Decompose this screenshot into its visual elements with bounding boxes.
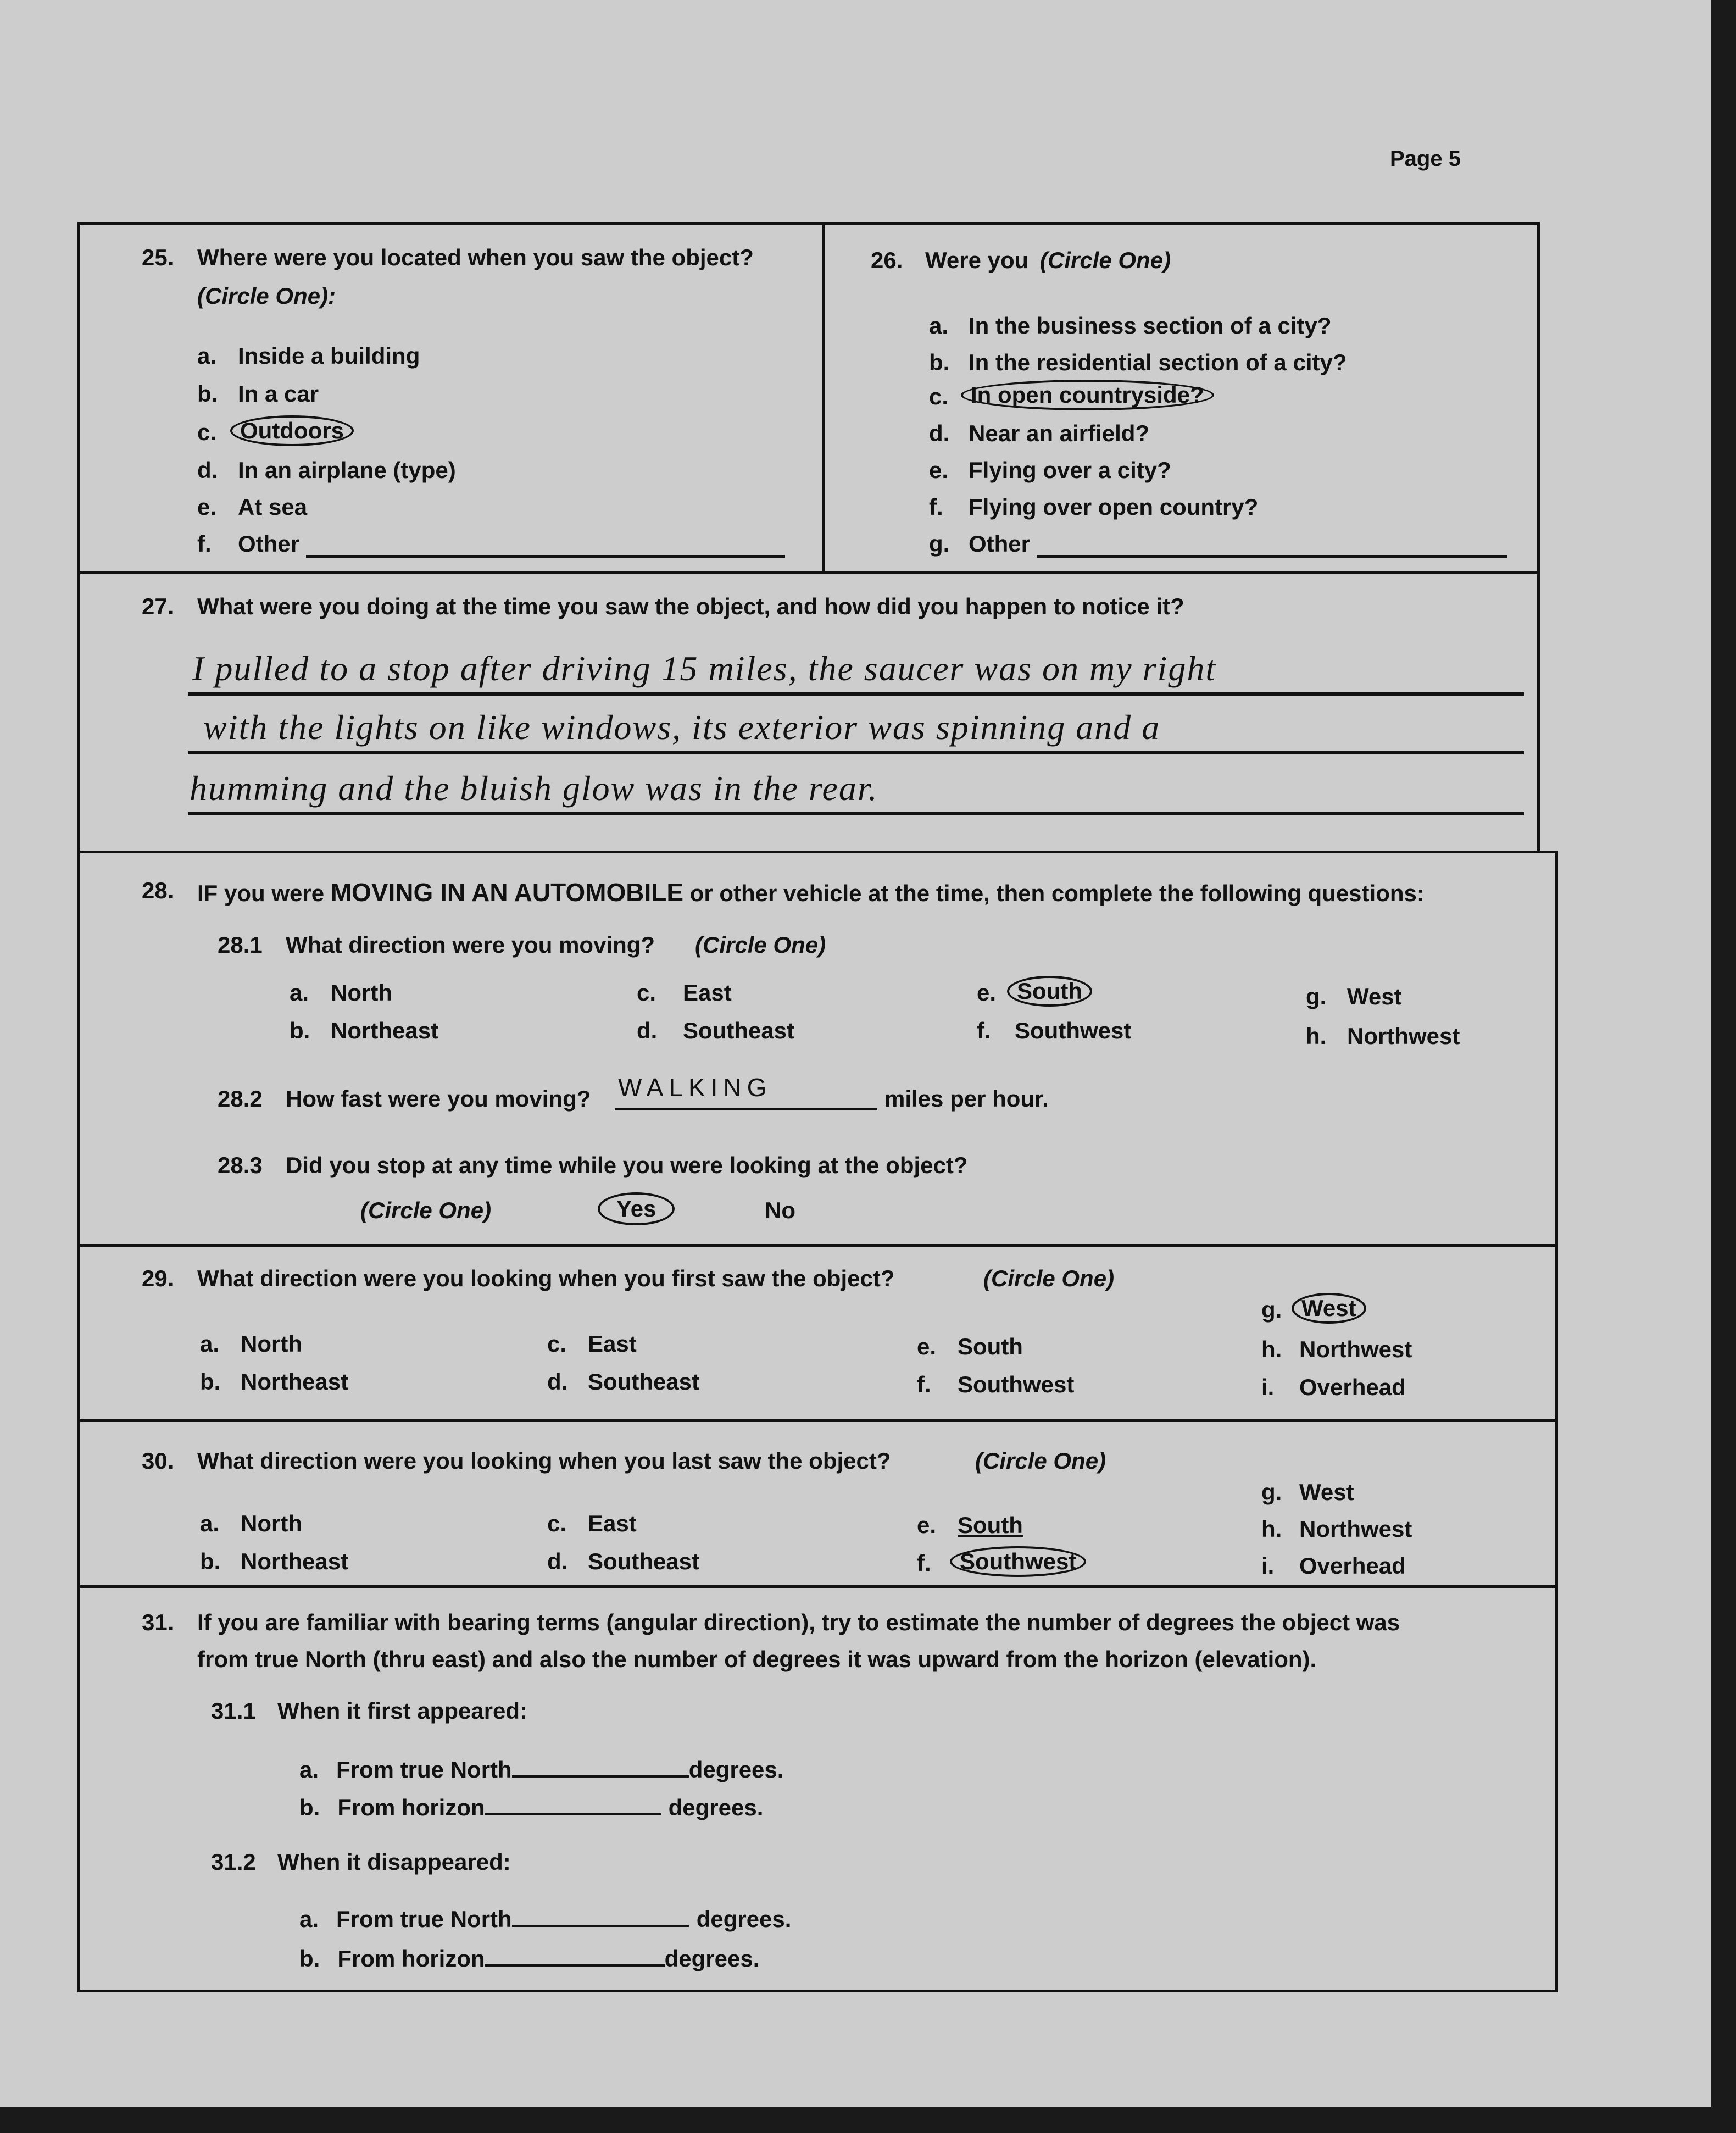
q312-from-north <box>299 1906 791 1932</box>
unit-label: degrees. <box>696 1906 792 1932</box>
option-letter: b. <box>290 1018 310 1043</box>
option-label: Northwest <box>1299 1336 1412 1362</box>
option-letter: c. <box>637 980 656 1006</box>
q282-answer[interactable]: WALKING <box>618 1073 772 1102</box>
q25-other-blank[interactable] <box>306 555 785 558</box>
option-letter: c. <box>197 419 217 445</box>
option-label: South <box>958 1512 1023 1538</box>
option-letter: d. <box>637 1018 658 1043</box>
q28-question <box>197 877 1425 907</box>
option-letter: h. <box>1261 1516 1282 1542</box>
option-label-circled: In open countryside? <box>961 380 1214 410</box>
answer-rule <box>188 812 1524 815</box>
option-label: North <box>241 1510 302 1536</box>
option-label: Other <box>969 531 1031 557</box>
q26-note: (Circle One) <box>1040 247 1171 273</box>
q31-text-line-1: If you are familiar with bearing terms (angular direction), try to estimate the number of degrees the object was <box>197 1609 1400 1635</box>
option-letter: b. <box>200 1548 221 1574</box>
option-label-circled: Southwest <box>950 1546 1086 1577</box>
option-label: Flying over a city? <box>969 457 1171 483</box>
option-label: North <box>241 1331 302 1357</box>
option-letter: a. <box>299 1906 319 1932</box>
q27-answer-line-3[interactable]: humming and the bluish glow was in the rear. <box>190 769 878 808</box>
answer-rule <box>188 692 1524 696</box>
section-28 <box>77 851 1558 1247</box>
q283-yes-circled[interactable]: Yes <box>598 1192 675 1225</box>
option-label: East <box>683 980 732 1006</box>
q311-from-north <box>299 1757 783 1783</box>
option-letter: b. <box>299 1946 320 1971</box>
option-label: In an airplane (type) <box>238 457 456 483</box>
q28-number: 28. <box>142 877 174 903</box>
option-label: In the residential section of a city? <box>969 349 1347 375</box>
option-letter: f. <box>197 531 212 557</box>
option-label: South <box>958 1334 1023 1359</box>
option-label: Northeast <box>331 1018 439 1043</box>
option-letter: f. <box>917 1550 931 1576</box>
q311-number: 31.1 <box>211 1698 256 1724</box>
q281-note: (Circle One) <box>695 932 826 958</box>
option-letter: b. <box>299 1795 320 1820</box>
q26-question: Were you <box>925 247 1029 273</box>
q312-from-horizon <box>299 1946 759 1972</box>
option-letter: b. <box>197 381 218 407</box>
option-label: In a car <box>238 381 319 407</box>
q27-answer-line-1[interactable]: I pulled to a stop after driving 15 miles, the saucer was on my right <box>192 649 1217 688</box>
q28-text-pre: IF you were <box>197 880 325 906</box>
option-letter: e. <box>197 494 217 520</box>
q312-label: When it disappeared: <box>277 1849 511 1875</box>
option-label: Overhead <box>1299 1553 1406 1579</box>
q27-answer-line-2[interactable]: with the lights on like windows, its exterior was spinning and a <box>203 708 1161 747</box>
option-label: Southeast <box>588 1369 700 1395</box>
q281-number: 28.1 <box>218 932 263 958</box>
option-label: Northeast <box>241 1548 349 1574</box>
option-label: In the business section of a city? <box>969 313 1332 338</box>
q25-number: 25. <box>142 245 174 270</box>
option-label-circled: West <box>1292 1293 1366 1324</box>
option-letter: g. <box>929 531 950 557</box>
q283-no[interactable]: No <box>765 1197 795 1223</box>
option-letter: c. <box>547 1331 567 1357</box>
option-letter: a. <box>290 980 309 1006</box>
q283-number: 28.3 <box>218 1152 263 1178</box>
option-letter: b. <box>929 349 950 375</box>
option-label: Other <box>238 531 300 557</box>
q283-note: (Circle One) <box>360 1197 492 1223</box>
option-label: Flying over open country? <box>969 494 1259 520</box>
option-label-circled: Outdoors <box>230 415 354 446</box>
q31-number: 31. <box>142 1609 174 1635</box>
option-letter: c. <box>929 384 949 409</box>
unit-label: degrees. <box>668 1795 764 1820</box>
option-label: Overhead <box>1299 1374 1406 1400</box>
option-letter: g. <box>1261 1297 1282 1323</box>
q30-question: What direction were you looking when you last saw the object? <box>197 1448 891 1474</box>
option-label: Near an airfield? <box>969 420 1150 446</box>
option-label: Northwest <box>1299 1516 1412 1542</box>
q283-question: Did you stop at any time while you were looking at the object? <box>286 1152 968 1178</box>
option-letter: d. <box>197 457 218 483</box>
q26-number: 26. <box>871 247 903 273</box>
degrees-blank[interactable] <box>512 1757 689 1777</box>
option-letter: c. <box>547 1510 567 1536</box>
q282-question: How fast were you moving? <box>286 1086 591 1112</box>
q25-question: Where were you located when you saw the object? <box>197 245 754 270</box>
option-letter: e. <box>917 1334 937 1359</box>
q29-number: 29. <box>142 1265 174 1291</box>
option-label: Southwest <box>1015 1018 1132 1043</box>
option-letter: g. <box>1306 984 1327 1009</box>
option-letter: g. <box>1261 1479 1282 1505</box>
option-label: North <box>331 980 392 1006</box>
q312-number: 31.2 <box>211 1849 256 1875</box>
option-letter: d. <box>547 1548 568 1574</box>
option-letter: h. <box>1261 1336 1282 1362</box>
option-label: West <box>1347 984 1402 1009</box>
q27-number: 27. <box>142 593 174 619</box>
column-divider <box>822 222 825 571</box>
q30-number: 30. <box>142 1448 174 1474</box>
option-label-circled: South <box>1007 976 1092 1007</box>
scan-edge-bottom <box>0 2107 1736 2133</box>
option-label: At sea <box>238 494 308 520</box>
q281-question: What direction were you moving? <box>286 932 655 958</box>
option-label: Southeast <box>588 1548 700 1574</box>
unit-label: degrees. <box>688 1757 784 1782</box>
page-number: Page 5 <box>1390 147 1461 171</box>
q26-other-blank[interactable] <box>1037 555 1507 558</box>
option-letter: h. <box>1306 1023 1327 1049</box>
q31-text-line-2: from true North (thru east) and also the number of degrees it was upward from the horizon (elevation). <box>197 1646 1317 1672</box>
option-letter: f. <box>977 1018 991 1043</box>
option-letter: d. <box>547 1369 568 1395</box>
q282-number: 28.2 <box>218 1086 263 1112</box>
degrees-blank[interactable] <box>485 1946 665 1967</box>
degrees-blank[interactable] <box>512 1906 689 1927</box>
field-label: From horizon <box>337 1946 485 1971</box>
q29-note: (Circle One) <box>983 1265 1115 1291</box>
option-letter: f. <box>917 1371 931 1397</box>
option-letter: b. <box>200 1369 221 1395</box>
option-letter: e. <box>917 1512 937 1538</box>
q282-speed-blank[interactable] <box>615 1108 877 1110</box>
option-letter: a. <box>200 1331 220 1357</box>
option-letter: i. <box>1261 1553 1275 1579</box>
q311-label: When it first appeared: <box>277 1698 528 1724</box>
field-label: From horizon <box>337 1795 485 1820</box>
option-letter: e. <box>929 457 949 483</box>
q282-suffix: miles per hour. <box>884 1086 1049 1112</box>
option-letter: a. <box>200 1510 220 1536</box>
option-label: West <box>1299 1479 1354 1505</box>
field-label: From true North <box>336 1906 512 1932</box>
option-label: Northeast <box>241 1369 349 1395</box>
q25-note: (Circle One): <box>197 283 336 309</box>
option-letter: d. <box>929 420 950 446</box>
q27-question: What were you doing at the time you saw the object, and how did you happen to notice it? <box>197 593 1184 619</box>
answer-rule <box>188 751 1524 754</box>
degrees-blank[interactable] <box>485 1795 661 1815</box>
option-label: Inside a building <box>238 343 420 369</box>
option-letter: a. <box>197 343 217 369</box>
option-label: Southeast <box>683 1018 795 1043</box>
option-letter: i. <box>1261 1374 1275 1400</box>
field-label: From true North <box>336 1757 512 1782</box>
unit-label: degrees. <box>664 1946 760 1971</box>
option-label: East <box>588 1331 637 1357</box>
q28-text-post: or other vehicle at the time, then complete the following questions: <box>689 880 1425 906</box>
option-label: Northwest <box>1347 1023 1460 1049</box>
q29-question: What direction were you looking when you first saw the object? <box>197 1265 895 1291</box>
q28-text-caps: MOVING IN AN AUTOMOBILE <box>330 878 684 907</box>
option-letter: a. <box>929 313 949 338</box>
q311-from-horizon <box>299 1795 763 1821</box>
option-label: Southwest <box>958 1371 1075 1397</box>
option-letter: e. <box>977 980 997 1006</box>
option-label: East <box>588 1510 637 1536</box>
option-letter: a. <box>299 1757 319 1782</box>
scan-edge-right <box>1711 0 1736 2133</box>
option-letter: f. <box>929 494 943 520</box>
q30-note: (Circle One) <box>975 1448 1106 1474</box>
